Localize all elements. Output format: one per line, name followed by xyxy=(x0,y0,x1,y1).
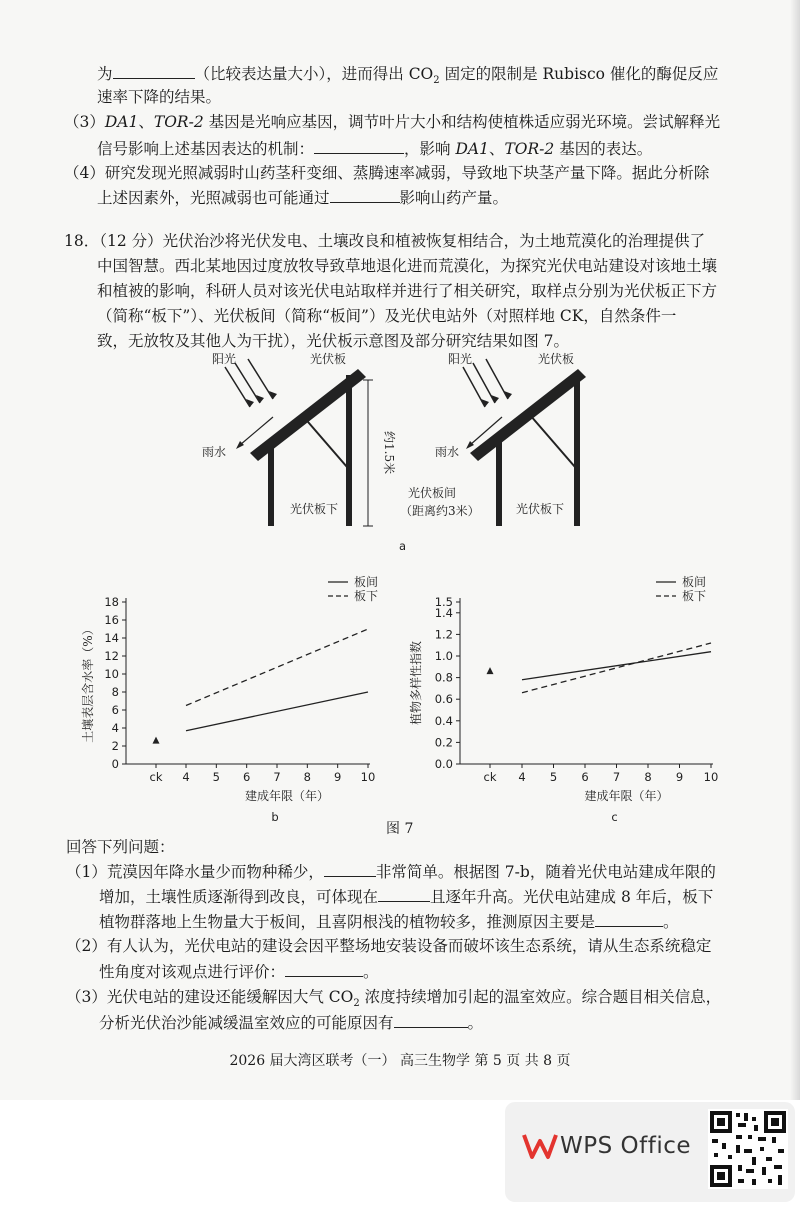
figure-a-diagram xyxy=(180,345,620,560)
under-label: 光伏板下 xyxy=(516,502,565,516)
series-line-between-panels xyxy=(522,652,711,680)
x-tick-label: 10 xyxy=(703,770,719,784)
text-line-5: （4）研究发现光照减弱时山药茎秆变细、蒸腾速率减弱，导致地下块茎产量下降。据此分析除 xyxy=(64,164,710,182)
x-tick-label: 4 xyxy=(518,770,526,784)
answer-3-line-1: （3）光伏电站的建设还能缓解因大气 $CO_2$ 浓度持续增加引起的温室效应。综合题目相关信息， xyxy=(66,988,722,1010)
x-tick-label: 10 xyxy=(360,770,376,784)
y-tick-label: 12 xyxy=(104,649,119,663)
answer-intro: 回答下列问题： xyxy=(66,838,175,856)
x-tick-label: 9 xyxy=(334,770,342,784)
wps-logo-icon xyxy=(522,1131,558,1161)
y-tick-label: 10 xyxy=(104,667,119,681)
answer-1-line-2: 增加，土壤性质逐渐得到改良，可体现在 且逐年升高。光伏电站建成 8 年后，板下 xyxy=(99,885,713,908)
answer-2-line-2: 性角度对该观点进行评价： 。 xyxy=(99,960,379,983)
x-tick-label: ck xyxy=(483,770,497,784)
answer-1-line-3: 植物群落地上生物量大于板间，且喜阴根浅的植物较多，推测原因主要是 。 xyxy=(99,910,679,933)
legend-label: 板间 xyxy=(354,575,379,589)
x-tick-label: 4 xyxy=(182,770,190,784)
panel-label: 光伏板 xyxy=(310,352,347,366)
x-tick-label: 5 xyxy=(212,770,220,784)
q18-line-5: 致，无放牧及其他人为干扰），光伏板示意图及部分研究结果如图 7。 xyxy=(97,332,570,350)
y-tick-label: 1.5 xyxy=(434,595,453,609)
sun-label: 阳光 xyxy=(212,352,237,366)
text-line-4: 信号影响上述基因表达的机制： ，影响 DA1、TOR-2 基因的表达。 xyxy=(97,137,652,160)
y-tick-label: 2 xyxy=(111,739,119,753)
answer-blank[interactable] xyxy=(394,1011,468,1028)
panel-diagram-left xyxy=(202,351,397,526)
gap-label: 光伏板间 xyxy=(408,486,457,500)
q18-line-1: 18．（12 分）光伏治沙将光伏发电、土壤改良和植被恢复相结合，为土地荒漠化的治理提供了 xyxy=(64,232,706,250)
text-line-6: 上述因素外，光照减弱也可能通过 影响山药产量。 xyxy=(97,186,508,209)
y-tick-label: 18 xyxy=(104,595,119,609)
height-label: 约1.5米 xyxy=(382,431,396,475)
rain-label: 雨水 xyxy=(202,445,227,459)
x-axis-label: 建成年限（年） xyxy=(584,789,669,803)
scan-edge xyxy=(790,0,800,1100)
x-tick-label: 9 xyxy=(675,770,684,784)
y-axis-label: 植物多样性指数 xyxy=(409,640,423,726)
answer-blank[interactable] xyxy=(324,860,376,877)
text-line-1: 为 （比较表达量大小），进而得出 $CO_2$ 固定的限制是 Rubisco 催化的酶促反应 xyxy=(97,62,718,92)
answer-blank[interactable] xyxy=(595,910,663,927)
q18-line-4: （简称“板下”）、光伏板间（简称“板间”）及光伏电站外（对照样地 CK，自然条件一 xyxy=(97,307,677,325)
series-line-between-panels xyxy=(186,692,368,731)
x-tick-label: 8 xyxy=(644,770,652,784)
answer-blank[interactable] xyxy=(314,137,404,154)
x-tick-label: 6 xyxy=(581,770,589,784)
answer-3-line-2: 分析光伏治沙能减缓温室效应的可能原因有 。 xyxy=(99,1011,483,1034)
y-tick-label: 0.2 xyxy=(434,735,453,750)
answer-1-line-1: （1）荒漠因年降水量少而物种稀少， 非常简单。根据图 7-b，随着光伏电站建成年限的 xyxy=(66,860,716,883)
answer-blank[interactable] xyxy=(330,186,400,203)
text-line-2: 速率下降的结果。 xyxy=(97,88,222,106)
text-line-3: （3）DA1、TOR-2 基因是光响应基因，调节叶片大小和结构使植株适应弱光环境。尝试解释光 xyxy=(64,113,721,131)
y-tick-label: 0.6 xyxy=(434,692,453,707)
y-axis-label: 土壤表层含水率（%） xyxy=(81,623,95,743)
rain-label: 雨水 xyxy=(435,445,460,459)
answer-2-line-1: （2）有人认为，光伏电站的建设会因平整场地安装设备而破坏该生态系统，请从生态系统稳定 xyxy=(66,937,712,955)
panel-label: 光伏板 xyxy=(538,352,575,366)
y-tick-label: 8 xyxy=(111,685,119,699)
x-tick-label: ck xyxy=(149,770,163,784)
y-tick-label: 0.0 xyxy=(434,757,453,771)
legend-label: 板间 xyxy=(682,575,707,589)
panel-diagram-right xyxy=(435,351,586,526)
chart-sublabel: b xyxy=(271,810,279,823)
q18-line-2: 中国智慧。西北某地因过度放牧导致草地退化进而荒漠化，为探究光伏电站建设对该地土壤 xyxy=(97,257,718,275)
y-tick-label: 1.4 xyxy=(434,605,453,620)
figure-caption: 图 7 xyxy=(386,821,414,837)
y-tick-label: 16 xyxy=(104,613,119,627)
ck-point xyxy=(153,737,160,744)
chart-b xyxy=(70,568,390,823)
legend-label: 板下 xyxy=(354,589,379,603)
x-tick-label: 8 xyxy=(303,770,311,784)
answer-blank[interactable] xyxy=(285,960,363,977)
y-tick-label: 6 xyxy=(111,703,119,717)
y-tick-label: 4 xyxy=(111,721,119,735)
series-line-under-panel xyxy=(186,629,368,706)
ck-point xyxy=(487,667,494,674)
answer-blank[interactable] xyxy=(378,885,430,902)
y-tick-label: 1.0 xyxy=(434,649,453,663)
x-tick-label: 7 xyxy=(273,770,281,784)
gap-distance-label: （距离约3米） xyxy=(400,504,480,518)
chart-c xyxy=(398,568,728,823)
y-tick-label: 14 xyxy=(104,631,119,645)
x-axis-label: 建成年限（年） xyxy=(244,789,330,803)
y-tick-label: 0.8 xyxy=(434,670,453,685)
qr-code-icon xyxy=(708,1109,788,1189)
wps-brand: WPS Office xyxy=(560,1133,692,1159)
y-tick-label: 0.4 xyxy=(434,713,453,728)
y-tick-label: 0 xyxy=(111,757,119,771)
page-footer: 2026 届大湾区联考（一） 高三生物学 第 5 页 共 8 页 xyxy=(229,1053,571,1069)
answer-blank[interactable] xyxy=(113,62,195,79)
sun-label: 阳光 xyxy=(448,352,473,366)
chart-sublabel: c xyxy=(611,810,618,823)
y-tick-label: 1.2 xyxy=(434,627,453,642)
under-label: 光伏板下 xyxy=(290,502,339,516)
x-tick-label: 7 xyxy=(612,770,621,784)
legend-label: 板下 xyxy=(682,589,707,603)
x-tick-label: 6 xyxy=(243,770,251,784)
series-line-under-panel xyxy=(522,643,711,693)
x-tick-label: 5 xyxy=(549,770,558,784)
q18-line-3: 和植被的影响，科研人员对该光伏电站取样并进行了相关研究，取样点分别为光伏板正下方 xyxy=(97,282,718,300)
figure-a-sublabel: a xyxy=(399,539,407,553)
